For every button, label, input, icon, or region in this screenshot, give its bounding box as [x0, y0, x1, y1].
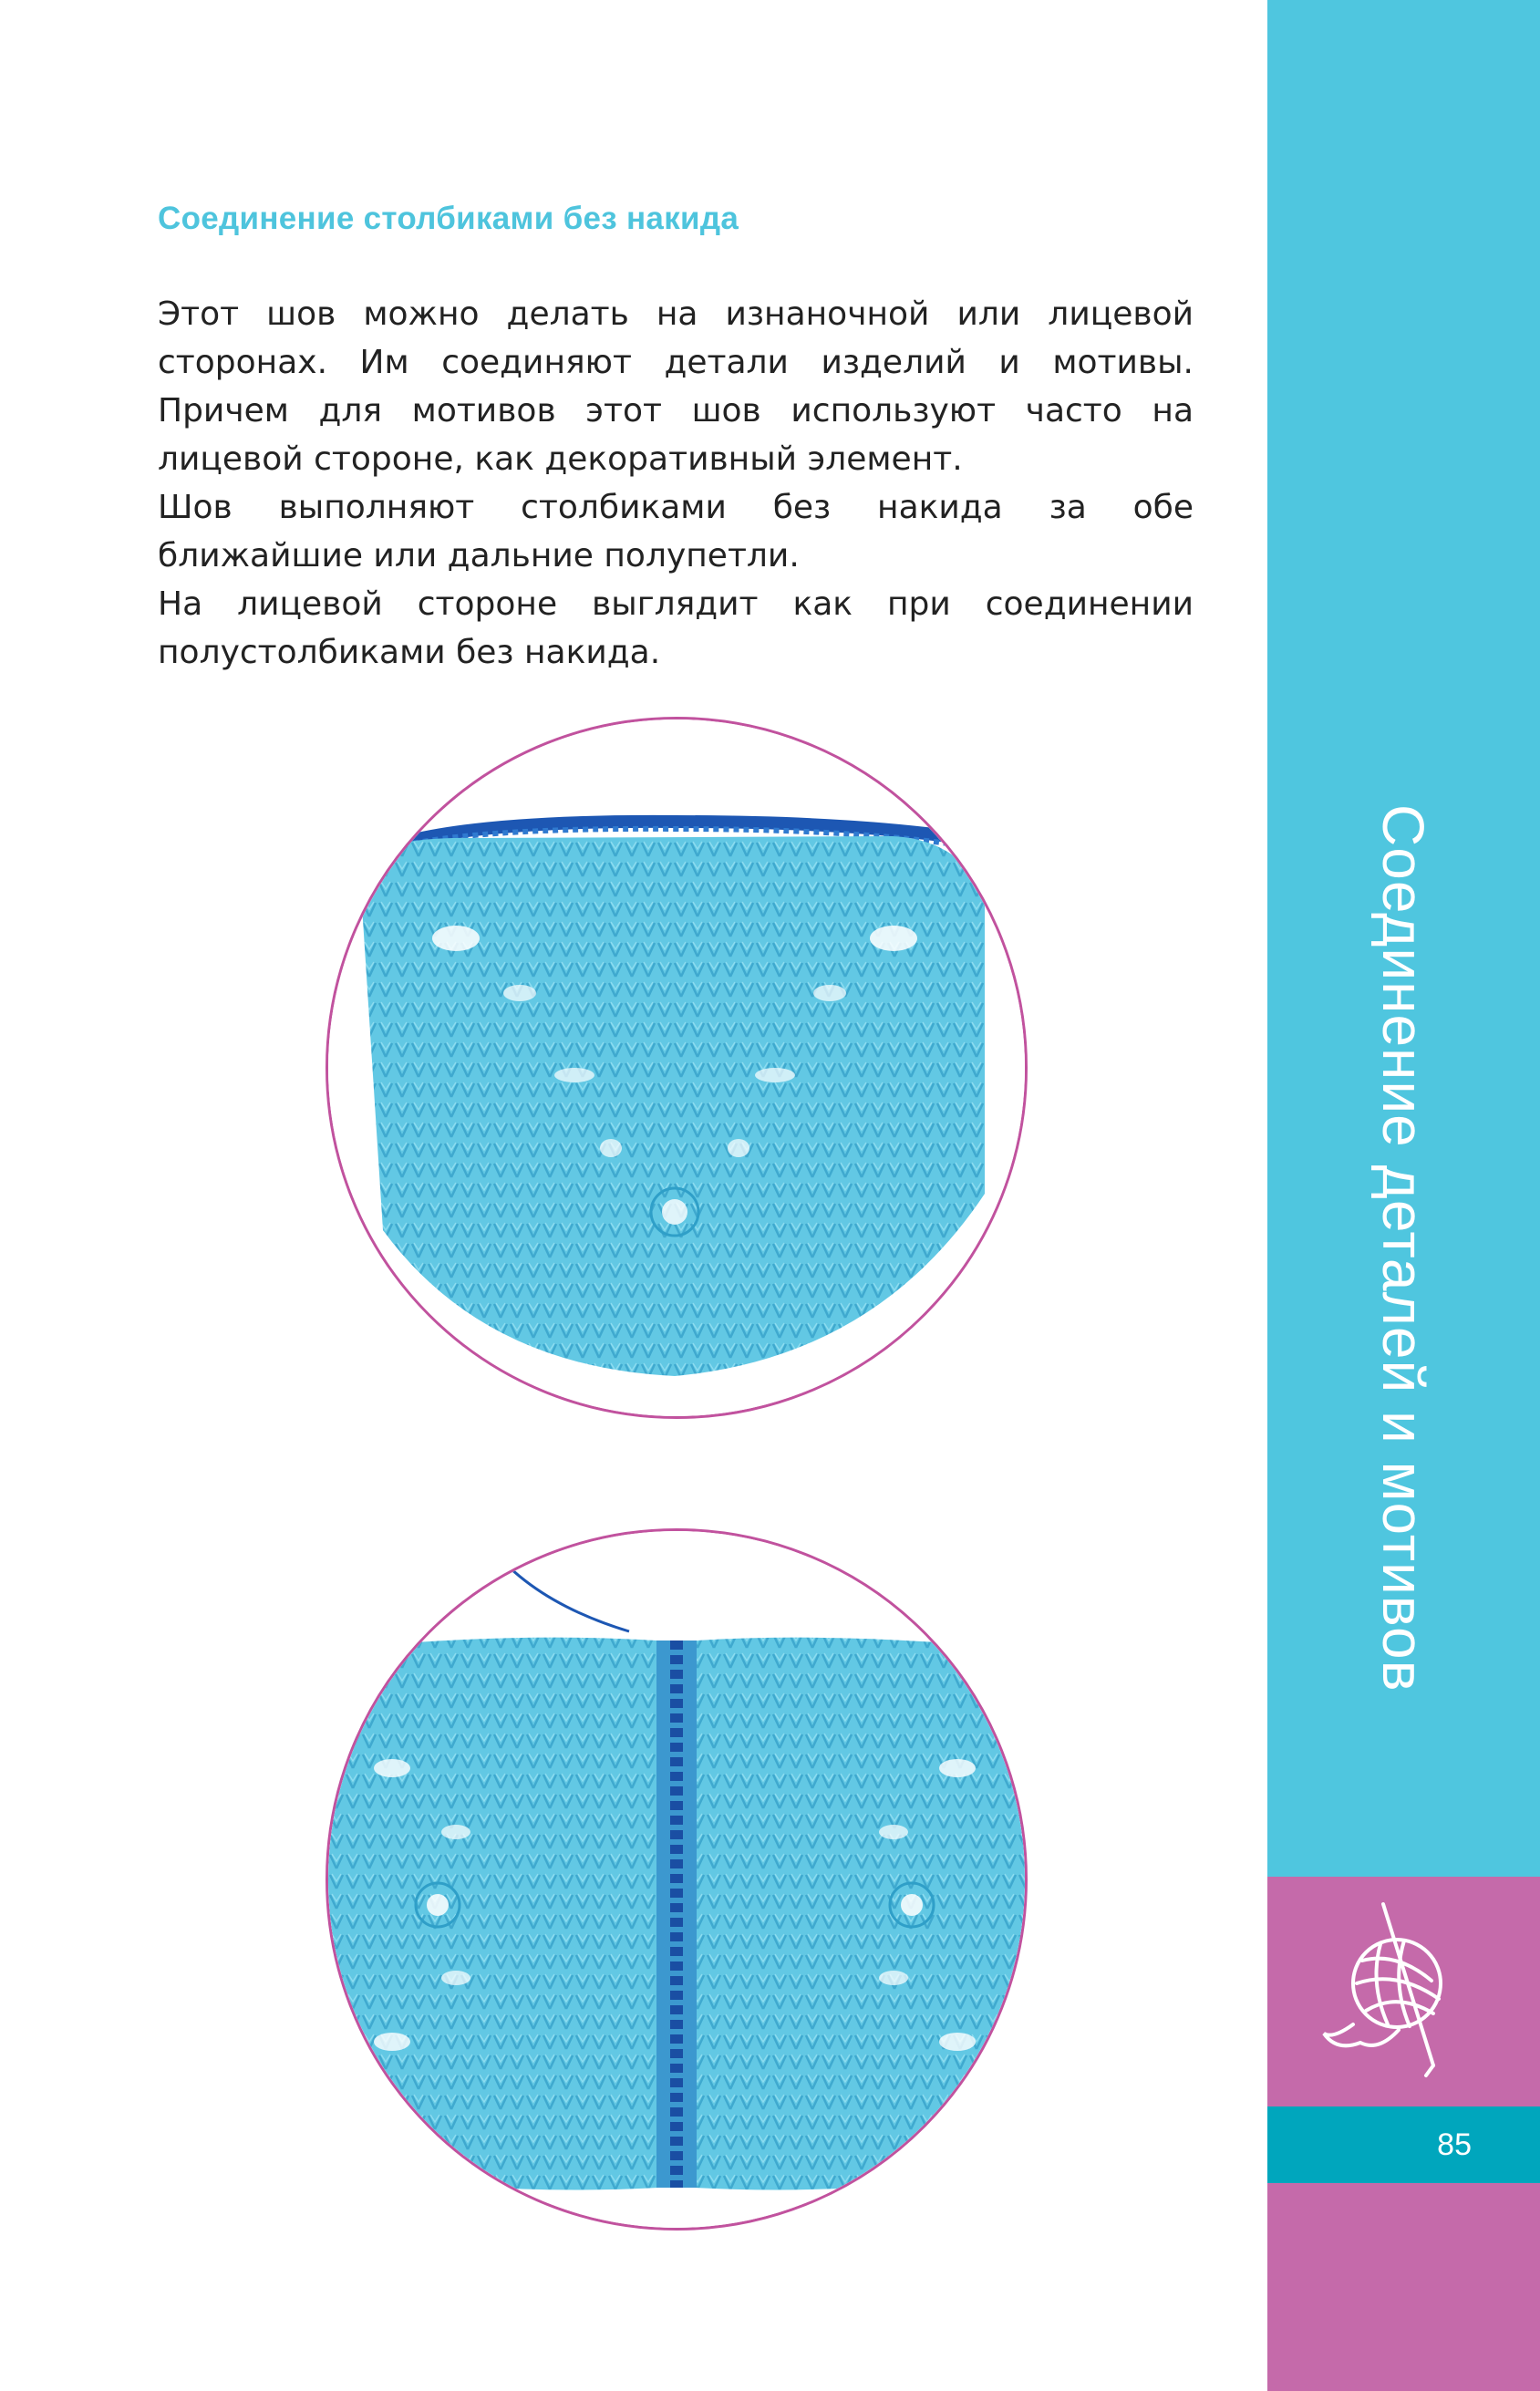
sidebar-bottom-block [1267, 2183, 1540, 2391]
paragraph: Шов выполняют столбиками без накида за обе ближайшие или дальние полупетли. [158, 489, 1194, 574]
paragraph: Этот шов можно делать на изнаночной или лицевой сторонах. Им соединяют детали изделий и мотивы. Причем для мотивов этот шов используют часто на лицевой стороне, как декоративный элемент. [158, 295, 1194, 478]
paragraph: На лицевой стороне выглядит как при соединении полустолбиками без накида. [158, 585, 1194, 671]
joined-motifs-photo [326, 1528, 1028, 2231]
crochet-seam-illustration [328, 719, 1025, 1416]
body-text [158, 290, 1194, 677]
joined-motifs-illustration [328, 1531, 1025, 2228]
page-number: 85 [1437, 2127, 1472, 2162]
chapter-title-text: Соединение деталей и мотивов [1370, 804, 1436, 1692]
crochet-seam-photo [326, 717, 1028, 1419]
yarn-ball-icon [1297, 1897, 1479, 2079]
section-heading: Соединение столбиками без накида [158, 201, 739, 236]
